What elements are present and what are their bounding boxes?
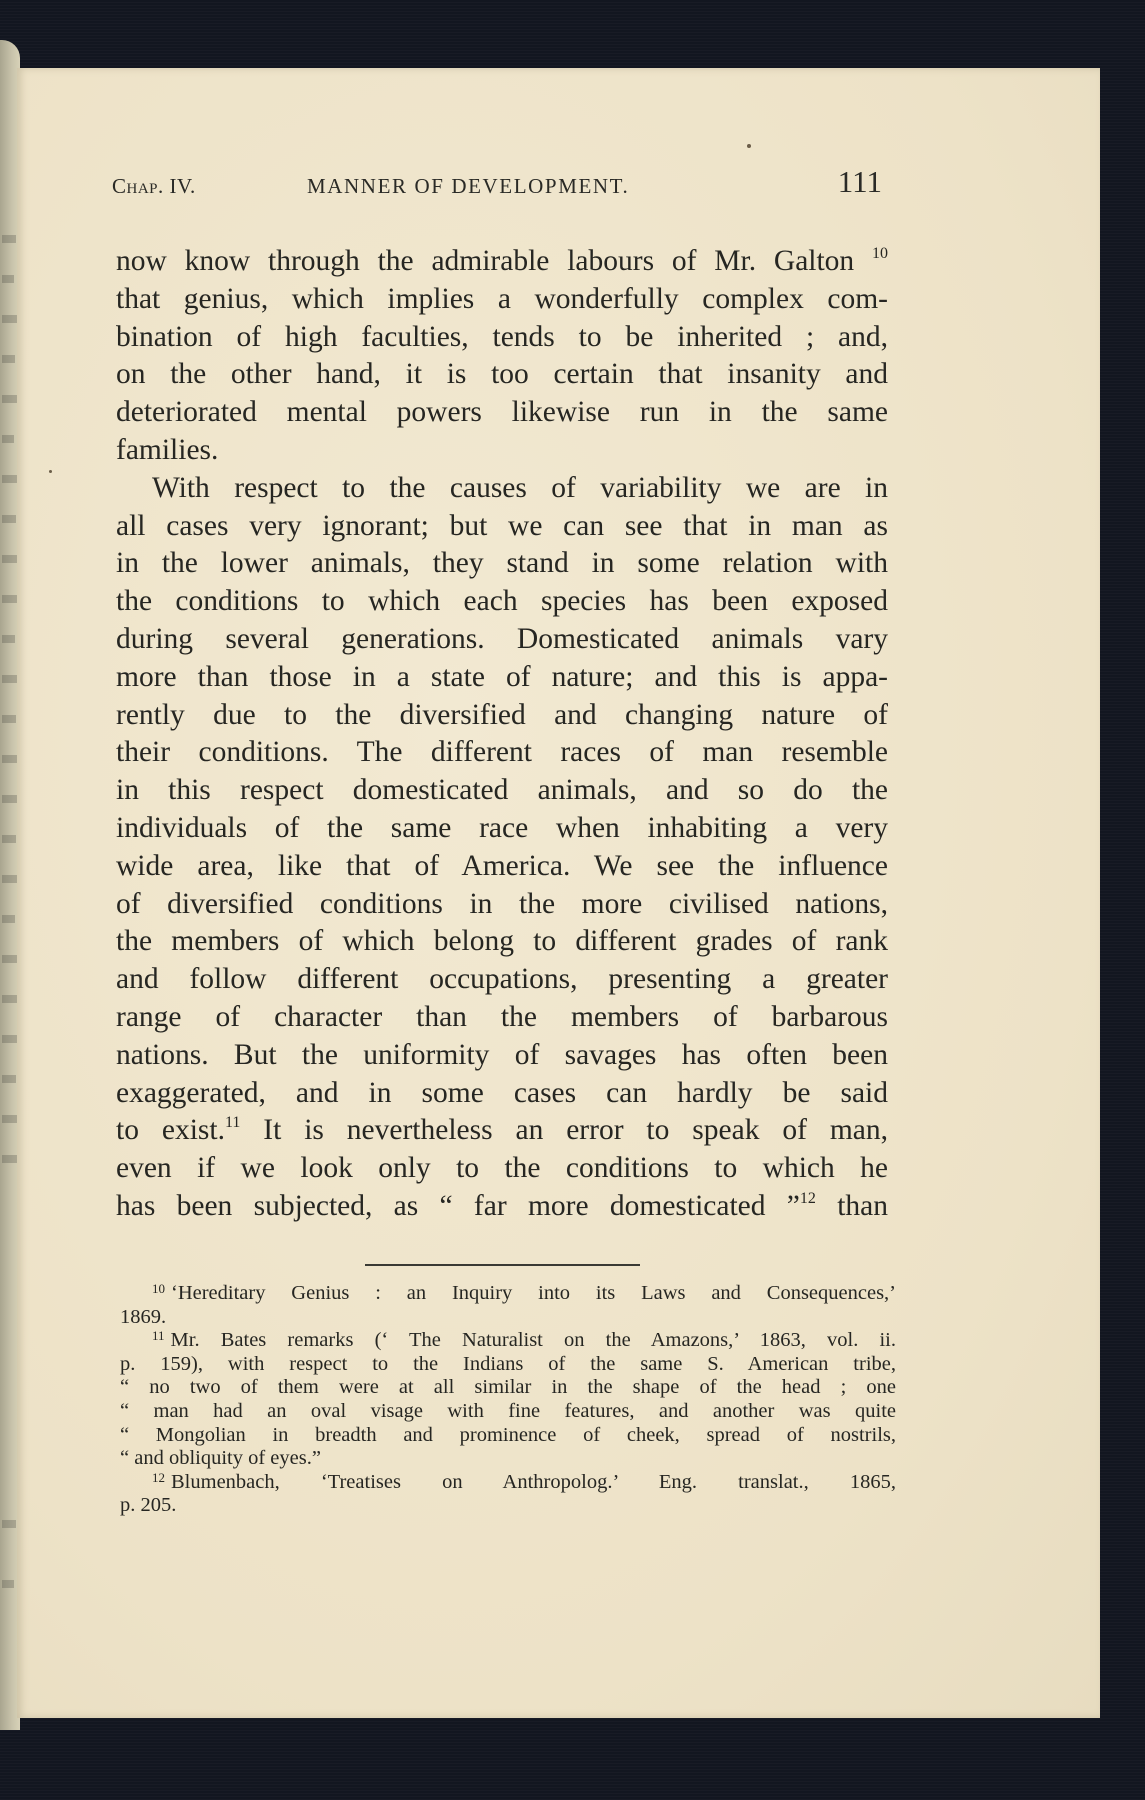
- text-line: [116, 1075, 888, 1113]
- text-line: [116, 545, 888, 583]
- footnote-line: [120, 1353, 896, 1377]
- text-line: [116, 1188, 888, 1226]
- text-fragment: their conditions. The different races of man resemble: [116, 736, 888, 769]
- footnote-line: [120, 1424, 896, 1448]
- running-head: [112, 164, 882, 206]
- text-line: [116, 1112, 888, 1150]
- running-title: MANNER OF DEVELOPMENT.: [307, 174, 630, 198]
- text-line: [116, 356, 888, 394]
- ghost-text: [2, 595, 18, 603]
- page-number: 111: [837, 164, 882, 199]
- text-fragment: and follow different occupations, presenting a greater: [116, 963, 888, 996]
- ghost-text: [2, 995, 17, 1003]
- text-fragment: exaggerated, and in some cases can hardly be said: [116, 1076, 888, 1109]
- ghost-text: [2, 235, 16, 243]
- ghost-text: [2, 1520, 16, 1528]
- footnote-text: “ no two of them were at all similar in the shape of the head ; one: [120, 1376, 896, 1399]
- footnote-number: 10: [152, 1281, 165, 1296]
- text-line: [116, 923, 888, 961]
- footnote-text: p. 159), with respect to the Indians of the same S. American tribe,: [120, 1352, 896, 1375]
- ghost-text: [2, 515, 16, 523]
- text-fragment: than: [837, 1189, 888, 1222]
- ghost-text: [2, 475, 18, 483]
- text-fragment: on the other hand, it is too certain that insanity and: [116, 358, 888, 391]
- footnote-line: [120, 1400, 896, 1424]
- footnote-rule: [365, 1264, 640, 1266]
- ghost-text: [2, 675, 18, 683]
- footnote-text: ‘Hereditary Genius : an Inquiry into its Laws and Consequences,’: [171, 1282, 896, 1304]
- ghost-text: [2, 715, 16, 723]
- text-fragment: wide area, like that of America. We see the influence: [116, 849, 888, 882]
- footnote-line: [120, 1494, 896, 1518]
- text-line: [116, 432, 888, 470]
- ghost-text: [2, 1075, 16, 1083]
- text-line: [116, 394, 888, 432]
- paper-speck: [747, 144, 751, 148]
- text-fragment: to exist.: [116, 1114, 225, 1147]
- footnote-line: [120, 1447, 896, 1471]
- ghost-text: [2, 875, 18, 883]
- ghost-text: [2, 755, 17, 763]
- text-fragment: nations. But the uniformity of savages has often been: [116, 1038, 888, 1071]
- footnote-text: p. 205.: [120, 1494, 177, 1517]
- text-fragment: now know through the admirable labours of Mr. Galton: [116, 245, 855, 277]
- text-fragment: families.: [116, 433, 219, 466]
- text-line: [116, 243, 888, 281]
- footnote-ref[interactable]: 11: [224, 1114, 241, 1132]
- text-line: [116, 659, 888, 697]
- ghost-text: [2, 355, 15, 363]
- text-fragment: in this respect domesticated animals, and so do the: [116, 774, 888, 807]
- text-line: [116, 734, 888, 772]
- text-line: [116, 319, 888, 357]
- text-line: [116, 848, 888, 886]
- footnote-text: Mr. Bates remarks (‘ The Naturalist on the Amazons,’ 1863, vol. ii.: [170, 1329, 896, 1352]
- ghost-text: [2, 435, 14, 443]
- text-fragment: deteriorated mental powers likewise run in the same: [116, 396, 888, 429]
- text-line: [116, 810, 888, 848]
- text-fragment: in the lower animals, they stand in some relation with: [116, 547, 888, 580]
- text-line: [116, 583, 888, 621]
- footnote-number: 11: [152, 1328, 165, 1344]
- text-fragment: It is nevertheless an error to speak of man,: [263, 1114, 888, 1147]
- text-fragment: even if we look only to the conditions to which he: [116, 1152, 888, 1185]
- footnote-text: 1869.: [120, 1305, 167, 1328]
- text-line: [116, 886, 888, 924]
- text-fragment: individuals of the same race when inhabiting a very: [116, 811, 888, 844]
- text-line: [116, 508, 888, 546]
- ghost-text: [2, 955, 18, 963]
- ghost-text: [2, 1035, 18, 1043]
- footnotes: [120, 1282, 896, 1518]
- text-line: [116, 1150, 888, 1188]
- footnote-line: [120, 1306, 896, 1330]
- text-line: [116, 999, 888, 1037]
- footnote-line: [120, 1329, 896, 1353]
- text-line: [116, 1037, 888, 1075]
- text-fragment: the members of which belong to different grades of rank: [116, 925, 888, 958]
- text-fragment: With respect to the causes of variability we are in: [152, 471, 888, 504]
- text-line: [116, 621, 888, 659]
- ghost-text: [2, 635, 15, 643]
- text-fragment: has been subjected, as “ far more domesticated ”: [116, 1189, 800, 1222]
- text-fragment: during several generations. Domesticated animals vary: [116, 622, 888, 655]
- text-line: [116, 961, 888, 999]
- ghost-text: [2, 835, 16, 843]
- ghost-text: [2, 1155, 17, 1163]
- text-line: [116, 470, 888, 508]
- chapter-label: Chap. IV.: [112, 174, 196, 198]
- ghost-text: [2, 915, 15, 923]
- footnote-ref[interactable]: 12: [799, 1189, 816, 1207]
- text-fragment: bination of high faculties, tends to be inherited ; and,: [116, 320, 888, 353]
- paper-speck: [49, 470, 52, 473]
- text-fragment: range of character than the members of barbarous: [116, 1000, 888, 1033]
- ghost-text: [2, 1115, 18, 1123]
- text-fragment: of diversified conditions in the more civilised nations,: [116, 887, 888, 920]
- ghost-text: [2, 1580, 14, 1588]
- ghost-text: [2, 315, 18, 323]
- text-fragment: all cases very ignorant; but we can see that in man as: [116, 509, 888, 542]
- body-text: [116, 243, 888, 1226]
- footnote-text: Blumenbach, ‘Treatises on Anthropolog.’ Eng. translat., 1865,: [171, 1470, 896, 1493]
- ghost-text: [2, 795, 18, 803]
- footnote-text: “ man had an oval visage with fine features, and another was quite: [120, 1399, 896, 1422]
- footnote-text: “ and obliquity of eyes.”: [120, 1447, 321, 1470]
- text-line: [116, 772, 888, 810]
- ghost-text: [2, 555, 17, 563]
- text-fragment: rently due to the diversified and changing nature of: [116, 698, 888, 731]
- text-fragment: more than those in a state of nature; and this is appa-: [116, 660, 888, 693]
- ghost-text: [2, 395, 17, 403]
- footnote-number: 12: [152, 1469, 165, 1485]
- footnote-line: [120, 1282, 896, 1306]
- footnote-line: [120, 1471, 896, 1495]
- footnote-ref[interactable]: 10: [872, 245, 889, 262]
- text-fragment: the conditions to which each species has been exposed: [116, 585, 888, 618]
- text-line: [116, 281, 888, 319]
- footnote-text: “ Mongolian in breadth and prominence of cheek, spread of nostrils,: [120, 1423, 896, 1446]
- footnote-line: [120, 1376, 896, 1400]
- text-fragment: that genius, which implies a wonderfully complex com-: [116, 282, 888, 315]
- text-line: [116, 697, 888, 735]
- ghost-text: [2, 275, 14, 283]
